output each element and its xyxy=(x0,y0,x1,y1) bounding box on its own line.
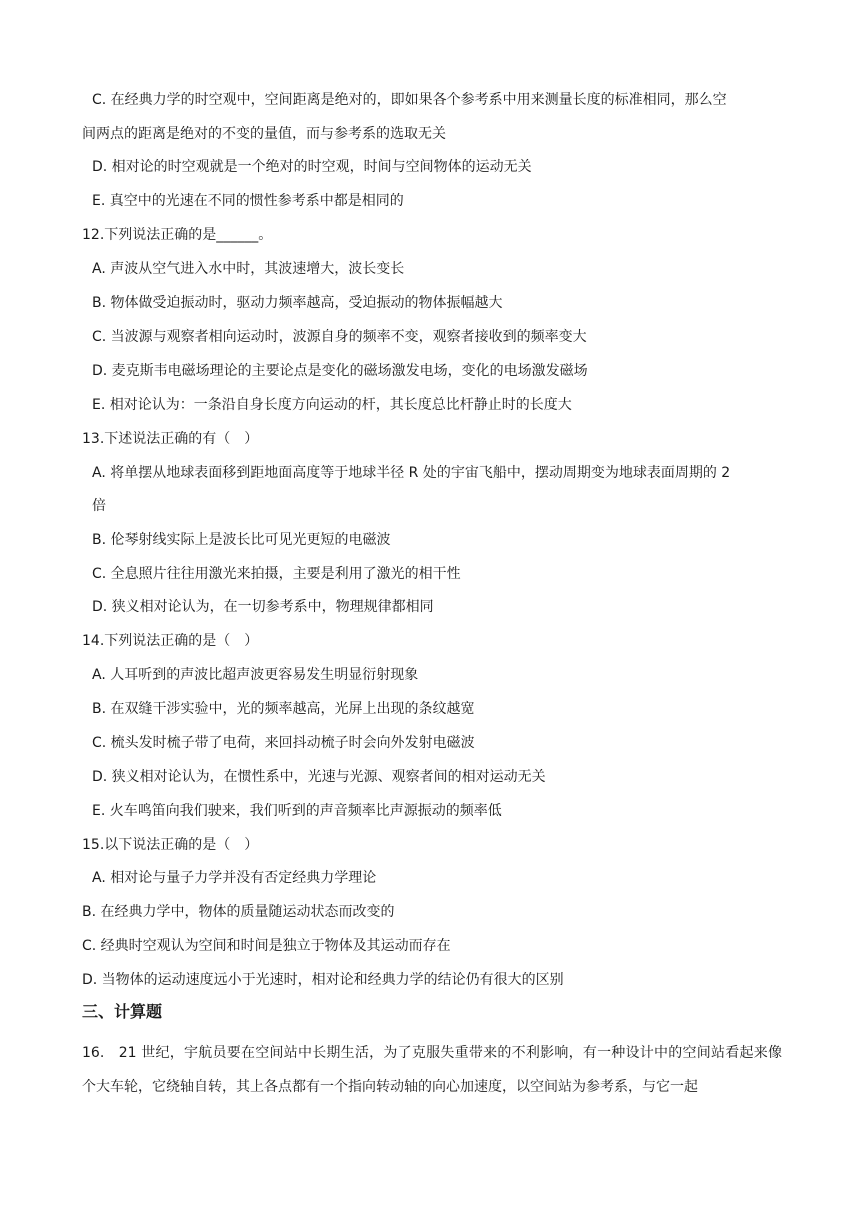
option-14c: C. 梳头发时梳子带了电荷，来回抖动梳子时会向外发射电磁波 xyxy=(92,735,475,751)
option-15d: D. 当物体的运动速度远小于光速时，相对论和经典力学的结论仍有很大的区别 xyxy=(82,972,564,988)
question-13: 13.下述说法正确的有（ ） xyxy=(82,431,259,447)
option-12a: A. 声波从空气进入水中时，其波速增大，波长变长 xyxy=(92,261,405,277)
option-13a-line2: 倍 xyxy=(92,498,106,514)
option-12d: D. 麦克斯韦电磁场理论的主要论点是变化的磁场激发电场，变化的电场激发磁场 xyxy=(92,363,588,379)
option-15a: A. 相对论与量子力学并没有否定经典力学理论 xyxy=(92,870,377,886)
option-14b: B. 在双缝干涉实验中，光的频率越高，光屏上出现的条纹越宽 xyxy=(92,701,475,717)
question-15: 15.以下说法正确的是（ ） xyxy=(82,837,259,853)
option-12e: E. 相对论认为：一条沿自身长度方向运动的杆，其长度总比杆静止时的长度大 xyxy=(92,397,572,413)
option-13c: C. 全息照片往往用激光来拍摄，主要是利用了激光的相干性 xyxy=(92,566,461,582)
option-14d: D. 狭义相对论认为，在惯性系中，光速与光源、观察者间的相对运动无关 xyxy=(92,769,546,785)
option-12b: B. 物体做受迫振动时，驱动力频率越高，受迫振动的物体振幅越大 xyxy=(92,295,503,311)
section-title: 三、计算题 xyxy=(82,1002,163,1021)
option-14a: A. 人耳听到的声波比超声波更容易发生明显衍射现象 xyxy=(92,667,419,683)
option-11c-line1: C. 在经典力学的时空观中，空间距离是绝对的，即如果各个参考系中用来测量长度的标准相同，那么空 xyxy=(92,92,727,108)
option-11e: E. 真空中的光速在不同的惯性参考系中都是相同的 xyxy=(92,193,404,209)
question-12: 12.下列说法正确的是______。 xyxy=(82,227,273,243)
option-13d: D. 狭义相对论认为，在一切参考系中，物理规律都相同 xyxy=(92,599,434,615)
option-12c: C. 当波源与观察者相向运动时，波源自身的频率不变，观察者接收到的频率变大 xyxy=(92,329,587,345)
option-11c-line2: 间两点的距离是绝对的不变的量值，而与参考系的选取无关 xyxy=(82,126,446,142)
option-13a-line1: A. 将单摆从地球表面移到距地面高度等于地球半径 R 处的宇宙飞船中，摆动周期变为地球表面周期的 2 xyxy=(92,465,731,481)
option-13b: B. 伦琴射线实际上是波长比可见光更短的电磁波 xyxy=(92,532,391,548)
option-15b: B. 在经典力学中，物体的质量随运动状态而改变的 xyxy=(82,904,395,920)
option-14e: E. 火车鸣笛向我们驶来，我们听到的声音频率比声源振动的频率低 xyxy=(92,803,502,819)
question-16: 16. 21 世纪，宇航员要在空间站中长期生活，为了克服失重带来的不利影响，有一种设计中的空间站看起来像个大车轮，它绕轴自转，其上各点都有一个指向转动轴的向心加速度，以空间站为参考系，与它一起 xyxy=(82,1045,782,1095)
option-15c: C. 经典时空观认为空间和时间是独立于物体及其运动而存在 xyxy=(82,938,451,954)
option-11d: D. 相对论的时空观就是一个绝对的时空观，时间与空间物体的运动无关 xyxy=(92,159,532,175)
question-14: 14.下列说法正确的是（ ） xyxy=(82,633,259,649)
